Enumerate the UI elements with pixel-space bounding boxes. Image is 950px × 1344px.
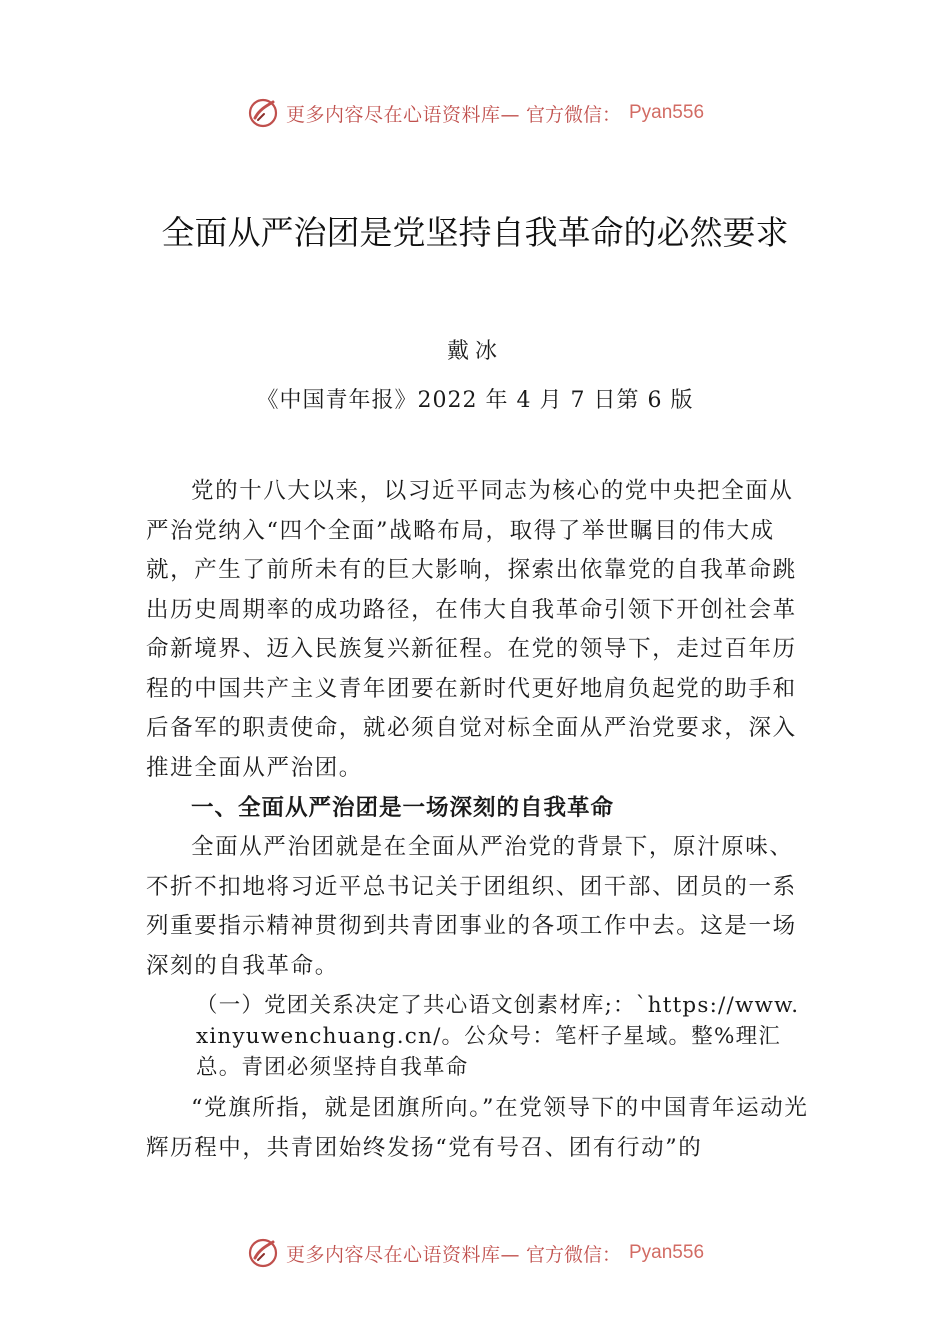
paragraph-2: 全面从严治团就是在全面从严治党的背景下，原汁原味、不折不扣地将习近平总书记关于团组织、团干部、团员的一系列重要指示精神贯彻到共青团事业的各项工作中去。这是一场深刻的自我革命。 (146, 834, 797, 979)
footer-banner (0, 1236, 950, 1270)
paragraph-1: 党的十八大以来，以习近平同志为核心的党中央把全面从严治党纳入“四个全面”战略布局，取得了举世瞩目的伟大成就，产生了前所未有的巨大影响，探索出依靠党的自我革命跳出历史周期率的成功路径，在伟大自我革命引领下开创社会革命新境界、迈入民族复兴新征程。在党的领导下，走过百年历程的中国共产主义青年团要在新时代更好地肩负起党的助手和后备军的职责使命，就必须自觉对标全面从严治党要求，深入推进全面从严治团。 (146, 478, 797, 781)
section-heading-1: 一、全面从严治团是一场深刻的自我革命 (191, 795, 615, 821)
wechat-label: 官方微信： (525, 1243, 621, 1266)
brush-logo-icon (246, 96, 280, 130)
paragraph-3: “党旗所指，就是团旗所向。”在党领导下的中国青年运动光辉历程中，共青团始终发扬“党有号召、团有行动”的 (146, 1095, 809, 1161)
promo-text: 更多内容尽在心语资料库— (285, 103, 520, 126)
article-title: 全面从严治团是党坚持自我革命的必然要求 (161, 213, 789, 252)
brush-logo-icon (246, 1236, 280, 1270)
article-body (146, 472, 810, 1168)
wechat-label: 官方微信： (525, 103, 621, 126)
promo-text: 更多内容尽在心语资料库— (285, 1243, 520, 1266)
wechat-id: Pyan556 (629, 102, 705, 123)
header-banner (0, 96, 950, 130)
wechat-id: Pyan556 (629, 1242, 705, 1263)
author-name: 戴冰 (446, 339, 503, 364)
publication-source: 《中国青年报》2022 年 4 月 7 日第 6 版 (256, 388, 694, 413)
subsection-heading-1: （一）党团关系决定了共心语文创素材库;：`https://www.xinyuwenchuang.cn/。公众号：笔杆子星域。整%理汇总。青团必须坚持自我革命 (196, 993, 800, 1080)
